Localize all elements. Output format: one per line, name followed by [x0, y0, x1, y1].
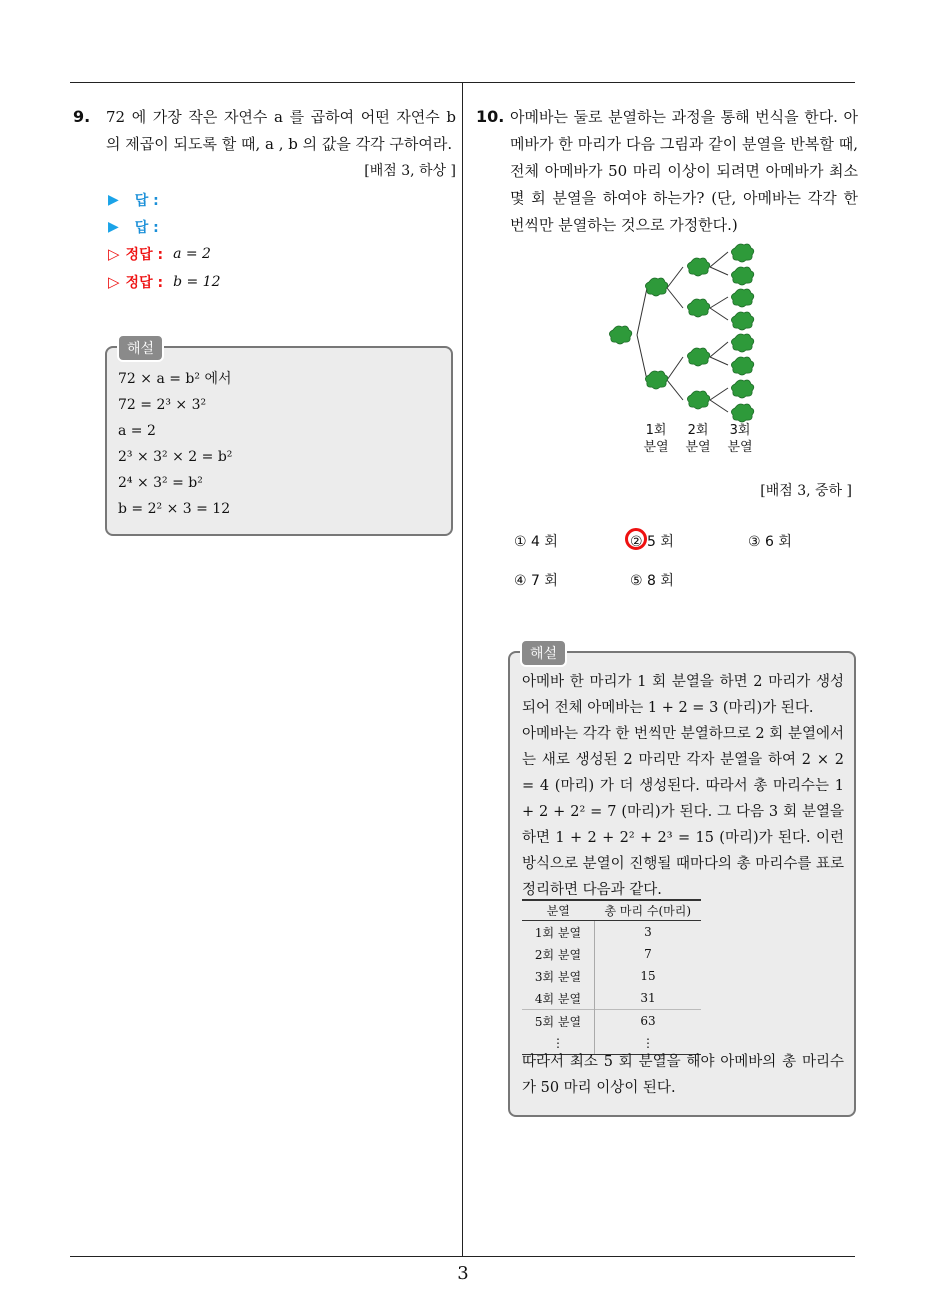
outline-triangle-icon: ▷ — [108, 273, 120, 291]
q10-number: 10. — [476, 107, 505, 126]
q10-explain-p3: 따라서 최소 5 회 분열을 해야 아메바의 총 마리수가 50 마리 이상이 된다. — [522, 1054, 844, 1096]
table-header: 분열 — [522, 900, 595, 921]
q9-text: 72 에 가장 작은 자연수 a 를 곱하여 어떤 자연수 b 의 제곱이 되도록 할 때, a , b 의 값을 각각 구하여라. — [106, 108, 456, 153]
explain-line: 72 × a = b² 에서 — [118, 371, 232, 387]
page-number: 3 — [457, 1263, 469, 1284]
table-cell: 7 — [644, 947, 652, 961]
answer-label: 답 : — [134, 220, 159, 236]
table-cell: 3회 분열 — [522, 965, 595, 987]
amoeba-icon — [687, 348, 709, 366]
table-cell: 2회 분열 — [522, 943, 595, 965]
q10-explanation-box — [508, 651, 856, 1117]
correct-value: a = 2 — [173, 246, 211, 262]
choice-4[interactable]: ④ 7 회 — [514, 573, 558, 589]
figure-label-2: 2회 분열 — [685, 423, 711, 455]
q9-correct-1 — [108, 244, 211, 264]
column-divider — [462, 82, 463, 1257]
amoeba-icon — [687, 258, 709, 276]
correct-label: 정답 : — [125, 247, 164, 263]
bottom-rule — [70, 1256, 855, 1257]
q10-text: 아메바는 둘로 분열하는 과정을 통해 번식을 한다. 아메바가 한 마리가 다음 그림과 같이 분열을 반복할 때, 전체 아메바가 50 마리 이상이 되려면 아메바가 최소 몇 회 분열을 하여야 하는가? (단, 아메바는 각각 한 번씩만 분열하는 것으로 가정한다.) — [510, 108, 858, 234]
figure-label-1: 1회 분열 — [643, 423, 669, 455]
table-header: 총 마리 수(마리) — [595, 900, 702, 921]
amoeba-icon — [731, 334, 753, 352]
table-cell: 1회 분열 — [522, 921, 595, 944]
choice-3[interactable]: ③ 6 회 — [748, 534, 792, 550]
q9-correct-2 — [108, 272, 221, 292]
explain-line: 2³ × 3² × 2 = b² — [118, 449, 233, 465]
amoeba-icon — [731, 380, 753, 398]
q10-explanation-tag: 해설 — [520, 639, 567, 667]
amoeba-icon — [731, 244, 753, 262]
answer-label: 답 : — [134, 193, 159, 209]
q9-explanation-box — [105, 346, 453, 536]
table-cell: 5회 분열 — [522, 1010, 595, 1033]
explain-line: a = 2 — [118, 423, 156, 439]
amoeba-icon — [687, 299, 709, 317]
figure-label-3: 3회 분열 — [727, 423, 753, 455]
table-row — [522, 965, 701, 987]
table-cell: ⋮ — [522, 1032, 595, 1055]
amoeba-icon — [609, 326, 631, 344]
amoeba-icon — [645, 371, 667, 389]
amoeba-icon — [731, 289, 753, 307]
outline-triangle-icon: ▷ — [108, 245, 120, 263]
q9-score: [배점 3, 하상 ] — [364, 163, 456, 179]
correct-value: b = 12 — [173, 274, 221, 290]
q9-answer-2[interactable] — [108, 217, 159, 237]
q10-explain-p1: 아메바 한 마리가 1 회 분열을 하면 2 마리가 생성되어 전체 아메바는 1 + 2 = 3 (마리)가 된다. — [522, 674, 844, 716]
table-row — [522, 987, 701, 1010]
table-cell: 15 — [640, 969, 656, 983]
table-cell: 4회 분열 — [522, 987, 595, 1010]
table-cell: ⋮ — [595, 1032, 702, 1055]
amoeba-icon — [687, 391, 709, 409]
explain-line: 2⁴ × 3² = b² — [118, 475, 203, 491]
q9-number: 9. — [73, 107, 91, 126]
q9-answer-1[interactable] — [108, 190, 159, 210]
correct-label: 정답 : — [125, 275, 164, 291]
table-row — [522, 943, 701, 965]
play-triangle-icon: ▶ — [108, 192, 119, 208]
table-cell: 3 — [644, 925, 652, 939]
amoeba-division-figure — [595, 240, 775, 430]
explain-line: 72 = 2³ × 3² — [118, 397, 207, 413]
choice-2[interactable]: ② 5 회 — [630, 534, 674, 550]
amoeba-icon — [731, 267, 753, 285]
division-count-table — [522, 899, 701, 1055]
choice-5[interactable]: ⑤ 8 회 — [630, 573, 674, 589]
amoeba-icon — [731, 404, 753, 422]
amoeba-icon — [731, 357, 753, 375]
q9-explanation-lines — [118, 366, 232, 522]
table-row — [522, 1010, 701, 1033]
q9-explanation-tag: 해설 — [117, 334, 164, 362]
table-cell: 63 — [595, 1010, 702, 1033]
table-row — [522, 921, 701, 944]
q10-explain-p2: 아메바는 각각 한 번씩만 분열하므로 2 회 분열에서는 새로 생성된 2 마리만 각자 분열을 하여 2 × 2 = 4 (마리) 가 더 생성된다. 따라서 총 마리수는 1 + 2 + 2² = 7 (마리)가 된다. 그 다음 3 회 분열을 하면 1 + 2 + 2² + 2³ = 15 (마리)가 된다. 이런 방식으로 분열이 진행될 때마다의 총 마리수를 표로 정리하면 다음과 같다. — [522, 726, 844, 898]
q10-score: [배점 3, 중하 ] — [760, 483, 852, 499]
choice-1[interactable]: ① 4 회 — [514, 534, 558, 550]
table-cell: 31 — [640, 991, 656, 1005]
play-triangle-icon: ▶ — [108, 219, 119, 235]
amoeba-icon — [731, 312, 753, 330]
amoeba-icon — [645, 278, 667, 296]
explain-line: b = 2² × 3 = 12 — [118, 501, 231, 517]
